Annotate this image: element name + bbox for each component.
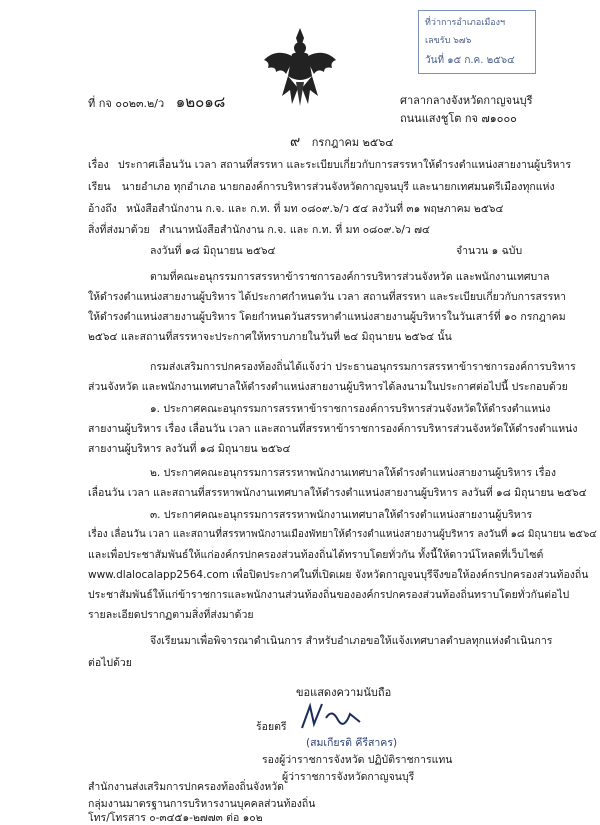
recipient-text: นายอำเภอ ทุกอำเภอ นายกองค์การบริหารส่วนจังหวัดกาญจนบุรี และนายกเทศมนตรีเมืองทุกแห่ง: [121, 181, 555, 193]
item-1-line-1: ๑. ประกาศคณะอนุกรรมการสรรหาข้าราชการองค์การบริหารส่วนจังหวัดให้ดำรงตำแหน่ง: [150, 403, 551, 415]
document-date: [290, 135, 394, 150]
closing-line-2: ต่อไปด้วย: [88, 657, 132, 669]
footer-office: สำนักงานส่งเสริมการปกครองท้องถิ่นจังหวัด: [88, 781, 284, 793]
item-3-line-3: และเพื่อประชาสัมพันธ์ให้แก่องค์กรปกครองส่วนท้องถิ่นได้ทราบโดยทั่วกัน ทั้งนี้ให้ดาวน์โหลดที่เว็บไซต์: [88, 549, 544, 561]
reference-label: อ้างถึง: [88, 203, 117, 215]
enclosure-label: สิ่งที่ส่งมาด้วย: [88, 224, 150, 236]
item-2-line-1: ๒. ประกาศคณะอนุกรรมการสรรหาพนักงานเทศบาลให้ดำรงตำแหน่งสายงานผู้บริหาร เรื่อง: [150, 467, 556, 479]
footer-division: กลุ่มงานมาตรฐานการบริหารงานบุคคลส่วนท้องถิ่น: [88, 798, 316, 810]
item-1-line-2: สายงานผู้บริหาร เรื่อง เลื่อนวัน เวลา และสถานที่สรรหาข้าราชการองค์การบริหารส่วนจังหวัดให้ดำรงตำแหน่ง: [88, 423, 578, 435]
office-address: ถนนแสงชูโต กจ ๗๑๐๐๐: [400, 112, 517, 125]
subject-line: [88, 158, 571, 172]
enclosure-text: สำเนาหนังสือสำนักงาน ก.จ. และ ก.ท. ที่ มท ๐๘๐๙.๖/ว ๗๔: [159, 224, 430, 236]
recipient-line: [88, 180, 555, 194]
signatory-name: (สมเกียรติ คีรีสาคร): [306, 737, 398, 749]
stamp-date: วันที่ ๑๕ ก.ค. ๒๕๖๔: [425, 55, 515, 66]
document-number: [88, 95, 225, 111]
office-name: ศาลากลางจังหวัดกาญจนบุรี: [400, 94, 533, 107]
item-3-line-6: รายละเอียดปรากฏตามสิ่งที่ส่งมาด้วย: [88, 609, 254, 621]
subject-text: ประกาศเลื่อนวัน เวลา สถานที่สรรหา และระเบียบเกี่ยวกับการสรรหาให้ดำรงตำแหน่งสายงานผู้บริหาร: [118, 159, 571, 171]
item-3-line-5: ประชาสัมพันธ์ให้แก่ข้าราชการและพนักงานส่วนท้องถิ่นขององค์กรปกครองส่วนท้องถิ่นทราบโดยทั่วกันต่อไป: [88, 589, 570, 601]
enclosure-count: จำนวน ๑ ฉบับ: [456, 245, 523, 257]
item-3-line-1: ๓. ประกาศคณะอนุกรรมการสรรหาพนักงานเทศบาลให้ดำรงตำแหน่งสายงานผู้บริหาร: [150, 509, 533, 521]
signature-prefix: ร้อยตรี: [256, 721, 287, 733]
regards-text: ขอแสดงความนับถือ: [296, 686, 392, 699]
signatory-title-1: รองผู้ว่าราชการจังหวัด ปฏิบัติราชการแทน: [262, 754, 453, 766]
subject-label: เรื่อง: [88, 159, 109, 171]
paragraph-1-line-1: ตามที่คณะอนุกรรมการสรรหาข้าราชการองค์การบริหารส่วนจังหวัด และพนักงานเทศบาล: [150, 271, 550, 283]
date-day: ๙: [290, 134, 301, 150]
document-number-prefix: ที่ กจ ๐๐๒๓.๒/ว: [88, 97, 165, 110]
paragraph-1-line-4: ๒๕๖๔ และสถานที่สรรหาจะประกาศให้ทราบภายในวันที่ ๒๔ มิถุนายน ๒๕๖๔ นั้น: [88, 331, 452, 343]
recipient-label: เรียน: [88, 181, 111, 193]
paragraph-1-line-3: ให้ดำรงตำแหน่งสายงานผู้บริหาร โดยกำหนดวันสรรหาตำแหน่งสายงานผู้บริหารในวันเสาร์ที่ ๑๐ กรกฎาคม: [88, 311, 566, 323]
signatory-title-2: ผู้ว่าราชการจังหวัดกาญจนบุรี: [282, 771, 415, 783]
paragraph-1-line-2: ให้ดำรงตำแหน่งสายงานผู้บริหาร ได้ประกาศกำหนดวัน เวลา สถานที่สรรหา และระเบียบเกี่ยวกับการสรรหา: [88, 291, 567, 303]
enclosure-date: ลงวันที่ ๑๘ มิถุนายน ๒๕๖๔: [150, 245, 276, 257]
garuda-emblem-icon: [262, 26, 338, 108]
date-month-year: กรกฎาคม ๒๕๖๔: [311, 136, 394, 149]
paragraph-2-line-1: กรมส่งเสริมการปกครองท้องถิ่นได้แจ้งว่า ประธานอนุกรรมการสรรหาข้าราชการองค์การบริหาร: [150, 361, 576, 373]
item-3-line-2: เรื่อง เลื่อนวัน เวลา และสถานที่สรรหาพนักงานเมืองพัทยาให้ดำรงตำแหน่งสายงานผู้บริหาร ลงวันที่ ๑๘ มิถุนายน ๒๕๖๔: [88, 529, 597, 540]
document-number-value: ๑๒๐๑๘: [175, 93, 226, 111]
item-1-line-3: สายงานผู้บริหาร ลงวันที่ ๑๘ มิถุนายน ๒๕๖๔: [88, 443, 291, 455]
item-3-line-4: www.dlalocalapp2564.com เพื่อปิดประกาศในที่เปิดเผย จังหวัดกาญจนบุรีจึงขอให้องค์กรปกครองส่วนท้องถิ่น: [88, 569, 589, 581]
signature-scribble-icon: [298, 700, 368, 734]
stamp-receipt-no: เลขรับ ๖๗๖: [425, 36, 472, 46]
reference-text: หนังสือสำนักงาน ก.จ. และ ก.ท. ที่ มท ๐๘๐๙.๖/ว ๕๔ ลงวันที่ ๓๑ พฤษภาคม ๒๕๖๔: [126, 203, 504, 215]
item-2-line-2: เลื่อนวัน เวลา และสถานที่สรรหาพนักงานเทศบาลให้ดำรงตำแหน่งสายงานผู้บริหาร ลงวันที่ ๑๘ มิถุนายน ๒๕๖๔: [88, 487, 587, 499]
footer-phone: โทร/โทรสาร ๐-๓๔๕๑-๒๗๗๓ ต่อ ๑๐๒: [88, 812, 263, 824]
receipt-stamp: [418, 10, 536, 74]
paragraph-2-line-2: ส่วนจังหวัด และพนักงานเทศบาลให้ดำรงตำแหน่งสายงานผู้บริหารได้ลงนามในประกาศต่อไปนี้ ประกอบด้วย: [88, 381, 568, 393]
stamp-office: ที่ว่าการอำเภอเมืองฯ: [425, 18, 506, 28]
enclosure-line: [88, 223, 430, 237]
reference-line: [88, 202, 503, 216]
closing-line-1: จึงเรียนมาเพื่อพิจารณาดำเนินการ สำหรับอำเภอขอให้แจ้งเทศบาลตำบลทุกแห่งดำเนินการ: [150, 635, 553, 647]
